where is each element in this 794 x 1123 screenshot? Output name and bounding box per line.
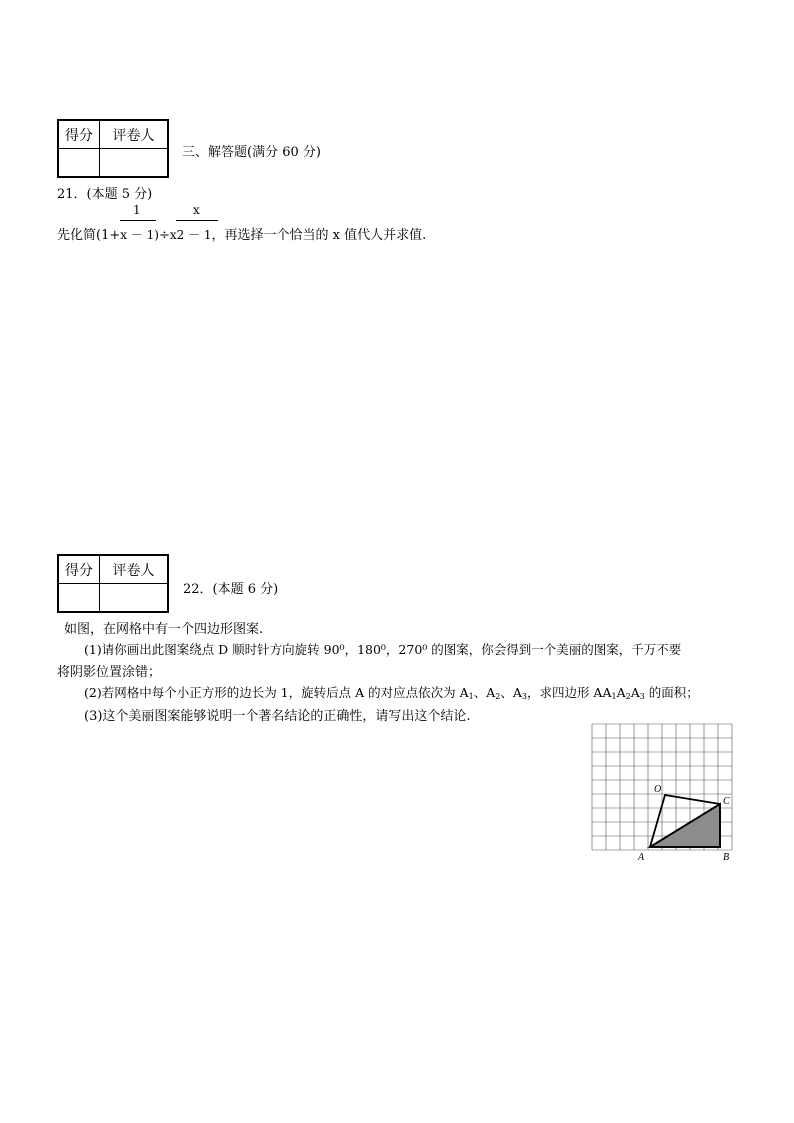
- label-c: C: [723, 796, 730, 807]
- score-box-2: [57, 554, 169, 613]
- score-box-1: [57, 119, 169, 178]
- q21-expression: [57, 224, 426, 243]
- q21-frac1-numerator: 1: [133, 203, 141, 217]
- q22-part2-text: 的面积；: [644, 685, 699, 700]
- q22-part1-line1: (1)请你画出此图案绕点 D 顺时针方向旋转 90⁰，180⁰，270⁰ 的图案，你会得到一个美丽的图案，千万不要: [84, 642, 682, 657]
- score-label: 得分: [58, 555, 100, 584]
- q21-number: 21．(本题 5 分): [57, 187, 153, 202]
- grid-figure: [590, 722, 740, 864]
- q22-part3: (3)这个美丽图案能够说明一个著名结论的正确性，请写出这个结论.: [84, 709, 471, 724]
- q22-part2: [84, 683, 699, 701]
- q22-part2-text: (2)若网格中每个小正方形的边长为 1，旋转后点 A 的对应点依次为 A: [84, 685, 469, 700]
- q21-frac1-bar: [120, 220, 156, 221]
- subscript: 3: [639, 692, 645, 701]
- subscript: 1: [468, 692, 474, 701]
- subscript: 1: [611, 692, 617, 701]
- q22-part2-text: A: [616, 685, 626, 700]
- grader-cell[interactable]: [100, 149, 169, 178]
- q22-number: 22．(本题 6 分): [183, 582, 279, 597]
- subscript: 2: [495, 692, 501, 701]
- score-cell[interactable]: [58, 149, 100, 178]
- q21-prefix: 先化简(1+: [57, 228, 121, 243]
- q21-suffix: ，再选择一个恰当的 x 值代人并求值.: [211, 228, 427, 243]
- grader-cell[interactable]: [100, 584, 169, 613]
- grader-label: 评卷人: [100, 555, 169, 584]
- score-label: 得分: [58, 120, 100, 149]
- q21-frac2-bar: [176, 220, 218, 221]
- grader-label: 评卷人: [100, 120, 169, 149]
- label-o: O: [654, 784, 662, 795]
- q21-frac2-denominator: x2 － 1: [169, 228, 212, 242]
- q22-part2-text: A: [630, 685, 640, 700]
- q22-intro: 如图，在网格中有一个四边形图案.: [64, 622, 264, 637]
- section-title: 三、解答题(满分 60 分): [182, 145, 321, 160]
- label-b: B: [723, 852, 730, 863]
- label-a: A: [638, 852, 645, 863]
- q22-part2-text: 、A: [473, 685, 496, 700]
- q22-part2-text: ，求四边形 AA: [526, 685, 612, 700]
- q22-part1-line2: 将阴影位置涂错；: [57, 665, 162, 680]
- q21-divide: ÷: [158, 228, 170, 243]
- q22-part2-text: 、A: [500, 685, 522, 700]
- q21-frac2-numerator: x: [193, 203, 200, 217]
- score-cell[interactable]: [58, 584, 100, 613]
- q21-frac1-denominator: x － 1): [120, 228, 159, 242]
- subscript: 3: [521, 692, 527, 701]
- subscript: 2: [625, 692, 631, 701]
